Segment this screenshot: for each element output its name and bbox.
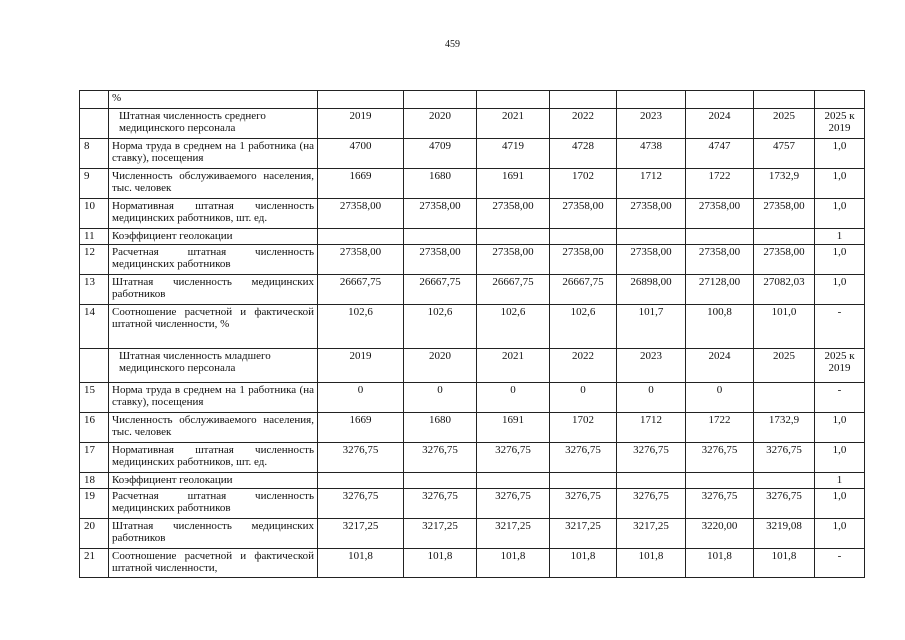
year-value-cell: 3276,75 <box>686 443 754 473</box>
year-value-cell <box>550 473 617 489</box>
indicator-name-cell: Соотношение расчетной и фактической штатной численности, % <box>109 305 318 349</box>
year-value-cell <box>686 473 754 489</box>
year-value-cell: 1680 <box>404 413 477 443</box>
row-number-cell: 17 <box>80 443 109 473</box>
year-value-cell <box>318 229 404 245</box>
ratio-cell: 1,0 <box>815 199 865 229</box>
indicator-name-cell: Численность обслуживаемого населения, тыс. человек <box>109 169 318 199</box>
staffing-table <box>79 90 865 578</box>
year-value-cell: 2020 <box>404 109 477 139</box>
table-row <box>80 199 865 229</box>
year-value-cell: 3217,25 <box>550 519 617 549</box>
year-value-cell <box>550 91 617 109</box>
ratio-cell: 2025 к 2019 <box>815 349 865 383</box>
year-value-cell: 2025 <box>754 109 815 139</box>
year-value-cell: 2020 <box>404 349 477 383</box>
year-value-cell: 3217,25 <box>617 519 686 549</box>
indicator-name-cell: Расчетная штатная численность медицинских работников <box>109 245 318 275</box>
year-value-cell: 27082,03 <box>754 275 815 305</box>
year-value-cell: 102,6 <box>404 305 477 349</box>
year-value-cell <box>686 229 754 245</box>
row-number-cell <box>80 349 109 383</box>
year-value-cell: 3217,25 <box>404 519 477 549</box>
row-number-cell: 8 <box>80 139 109 169</box>
indicator-name-cell: % <box>109 91 318 109</box>
table-header-row <box>80 349 865 383</box>
year-value-cell: 0 <box>550 383 617 413</box>
year-value-cell: 27358,00 <box>754 199 815 229</box>
table-header-row <box>80 109 865 139</box>
year-value-cell: 101,8 <box>686 549 754 578</box>
year-value-cell <box>754 229 815 245</box>
year-value-cell: 101,8 <box>617 549 686 578</box>
year-value-cell: 101,7 <box>617 305 686 349</box>
year-value-cell: 4747 <box>686 139 754 169</box>
table-row <box>80 519 865 549</box>
year-value-cell: 3276,75 <box>754 489 815 519</box>
ratio-cell: 1 <box>815 229 865 245</box>
year-value-cell <box>404 229 477 245</box>
year-value-cell: 4738 <box>617 139 686 169</box>
table-row <box>80 549 865 578</box>
year-value-cell: 27358,00 <box>318 199 404 229</box>
year-value-cell: 102,6 <box>318 305 404 349</box>
year-value-cell: 2019 <box>318 109 404 139</box>
year-value-cell: 3276,75 <box>477 443 550 473</box>
year-value-cell: 1712 <box>617 169 686 199</box>
year-value-cell: 4728 <box>550 139 617 169</box>
table-row <box>80 413 865 443</box>
row-number-cell: 20 <box>80 519 109 549</box>
indicator-name-cell: Штатная численность медицинских работников <box>109 275 318 305</box>
row-number-cell: 16 <box>80 413 109 443</box>
ratio-cell: 1,0 <box>815 443 865 473</box>
year-value-cell <box>318 91 404 109</box>
year-value-cell: 3276,75 <box>550 443 617 473</box>
row-number-cell: 9 <box>80 169 109 199</box>
year-value-cell: 3276,75 <box>550 489 617 519</box>
year-value-cell: 4719 <box>477 139 550 169</box>
year-value-cell: 27358,00 <box>617 199 686 229</box>
year-value-cell: 27358,00 <box>550 199 617 229</box>
year-value-cell: 101,0 <box>754 305 815 349</box>
year-value-cell: 101,8 <box>477 549 550 578</box>
year-value-cell: 3276,75 <box>318 443 404 473</box>
ratio-cell: 1,0 <box>815 489 865 519</box>
ratio-cell: 1,0 <box>815 519 865 549</box>
year-value-cell: 3217,25 <box>477 519 550 549</box>
indicator-name-cell: Норма труда в среднем на 1 работника (на ставку), посещения <box>109 139 318 169</box>
ratio-cell: 2025 к 2019 <box>815 109 865 139</box>
year-value-cell <box>754 383 815 413</box>
year-value-cell: 1712 <box>617 413 686 443</box>
ratio-cell: 1,0 <box>815 169 865 199</box>
year-value-cell: 3276,75 <box>404 489 477 519</box>
year-value-cell: 2024 <box>686 349 754 383</box>
ratio-cell: - <box>815 305 865 349</box>
year-value-cell: 1722 <box>686 169 754 199</box>
year-value-cell: 3217,25 <box>318 519 404 549</box>
table-row <box>80 443 865 473</box>
year-value-cell <box>617 229 686 245</box>
year-value-cell: 3220,00 <box>686 519 754 549</box>
table-row <box>80 473 865 489</box>
indicator-name-cell: Коэффициент геолокации <box>109 229 318 245</box>
indicator-name-cell: Нормативная штатная численность медицинских работников, шт. ед. <box>109 199 318 229</box>
year-value-cell <box>477 229 550 245</box>
year-value-cell: 102,6 <box>550 305 617 349</box>
ratio-cell: - <box>815 549 865 578</box>
year-value-cell: 27358,00 <box>686 199 754 229</box>
row-number-cell <box>80 109 109 139</box>
year-value-cell: 3276,75 <box>754 443 815 473</box>
year-value-cell: 1669 <box>318 169 404 199</box>
year-value-cell <box>754 473 815 489</box>
year-value-cell: 27358,00 <box>318 245 404 275</box>
ratio-cell: 1,0 <box>815 245 865 275</box>
year-value-cell: 3276,75 <box>617 489 686 519</box>
row-number-cell: 13 <box>80 275 109 305</box>
year-value-cell: 3276,75 <box>318 489 404 519</box>
year-value-cell <box>754 91 815 109</box>
year-value-cell: 27358,00 <box>550 245 617 275</box>
year-value-cell: 2019 <box>318 349 404 383</box>
indicator-name-cell: Расчетная штатная численность медицинских работников <box>109 489 318 519</box>
year-value-cell: 3276,75 <box>686 489 754 519</box>
year-value-cell: 26667,75 <box>550 275 617 305</box>
year-value-cell: 1669 <box>318 413 404 443</box>
year-value-cell: 2022 <box>550 109 617 139</box>
row-number-cell: 11 <box>80 229 109 245</box>
year-value-cell: 0 <box>318 383 404 413</box>
year-value-cell <box>617 473 686 489</box>
year-value-cell: 101,8 <box>550 549 617 578</box>
row-number-cell: 19 <box>80 489 109 519</box>
year-value-cell: 26667,75 <box>404 275 477 305</box>
indicator-name-cell: Штатная численность среднего медицинского персонала <box>109 109 318 139</box>
year-value-cell <box>404 91 477 109</box>
year-value-cell: 27358,00 <box>617 245 686 275</box>
year-value-cell: 27358,00 <box>754 245 815 275</box>
year-value-cell: 3276,75 <box>477 489 550 519</box>
table-row <box>80 383 865 413</box>
ratio-cell: 1 <box>815 473 865 489</box>
row-number-cell: 15 <box>80 383 109 413</box>
table-row <box>80 139 865 169</box>
year-value-cell: 26898,00 <box>617 275 686 305</box>
year-value-cell: 2025 <box>754 349 815 383</box>
year-value-cell: 101,8 <box>404 549 477 578</box>
indicator-name-cell: Соотношение расчетной и фактической штатной численности, <box>109 549 318 578</box>
year-value-cell: 3219,08 <box>754 519 815 549</box>
year-value-cell: 27358,00 <box>477 199 550 229</box>
year-value-cell: 1702 <box>550 413 617 443</box>
year-value-cell <box>477 91 550 109</box>
year-value-cell: 2024 <box>686 109 754 139</box>
indicator-name-cell: Численность обслуживаемого населения, тыс. человек <box>109 413 318 443</box>
year-value-cell: 3276,75 <box>617 443 686 473</box>
page-number: 459 <box>445 39 460 50</box>
indicator-name-cell: Коэффициент геолокации <box>109 473 318 489</box>
table-row <box>80 229 865 245</box>
ratio-cell: 1,0 <box>815 413 865 443</box>
year-value-cell: 3276,75 <box>404 443 477 473</box>
year-value-cell: 2021 <box>477 349 550 383</box>
year-value-cell: 26667,75 <box>318 275 404 305</box>
year-value-cell <box>318 473 404 489</box>
year-value-cell: 4709 <box>404 139 477 169</box>
year-value-cell: 2022 <box>550 349 617 383</box>
year-value-cell: 0 <box>617 383 686 413</box>
year-value-cell: 0 <box>404 383 477 413</box>
year-value-cell: 2023 <box>617 349 686 383</box>
year-value-cell: 102,6 <box>477 305 550 349</box>
year-value-cell <box>550 229 617 245</box>
row-number-cell: 18 <box>80 473 109 489</box>
year-value-cell: 101,8 <box>754 549 815 578</box>
table-row <box>80 91 865 109</box>
year-value-cell <box>404 473 477 489</box>
table-body <box>80 91 865 578</box>
year-value-cell: 0 <box>477 383 550 413</box>
year-value-cell <box>477 473 550 489</box>
year-value-cell: 1732,9 <box>754 169 815 199</box>
indicator-name-cell: Нормативная штатная численность медицинских работников, шт. ед. <box>109 443 318 473</box>
row-number-cell: 12 <box>80 245 109 275</box>
indicator-name-cell: Штатная численность младшего медицинского персонала <box>109 349 318 383</box>
year-value-cell: 1691 <box>477 169 550 199</box>
year-value-cell <box>686 91 754 109</box>
year-value-cell: 4757 <box>754 139 815 169</box>
year-value-cell: 1680 <box>404 169 477 199</box>
year-value-cell: 2021 <box>477 109 550 139</box>
year-value-cell <box>617 91 686 109</box>
indicator-name-cell: Штатная численность медицинских работников <box>109 519 318 549</box>
year-value-cell: 101,8 <box>318 549 404 578</box>
year-value-cell: 27358,00 <box>686 245 754 275</box>
year-value-cell: 100,8 <box>686 305 754 349</box>
table-row <box>80 489 865 519</box>
row-number-cell: 10 <box>80 199 109 229</box>
ratio-cell <box>815 91 865 109</box>
ratio-cell: - <box>815 383 865 413</box>
year-value-cell: 1722 <box>686 413 754 443</box>
ratio-cell: 1,0 <box>815 139 865 169</box>
indicator-name-cell: Норма труда в среднем на 1 работника (на ставку), посещения <box>109 383 318 413</box>
year-value-cell: 26667,75 <box>477 275 550 305</box>
table-row <box>80 275 865 305</box>
table-row <box>80 169 865 199</box>
year-value-cell: 4700 <box>318 139 404 169</box>
row-number-cell: 21 <box>80 549 109 578</box>
year-value-cell: 1691 <box>477 413 550 443</box>
table-row <box>80 305 865 349</box>
year-value-cell: 2023 <box>617 109 686 139</box>
year-value-cell: 1732,9 <box>754 413 815 443</box>
year-value-cell: 27358,00 <box>477 245 550 275</box>
year-value-cell: 27358,00 <box>404 245 477 275</box>
year-value-cell: 1702 <box>550 169 617 199</box>
year-value-cell: 27358,00 <box>404 199 477 229</box>
year-value-cell: 0 <box>686 383 754 413</box>
ratio-cell: 1,0 <box>815 275 865 305</box>
row-number-cell <box>80 91 109 109</box>
row-number-cell: 14 <box>80 305 109 349</box>
year-value-cell: 27128,00 <box>686 275 754 305</box>
table-row <box>80 245 865 275</box>
